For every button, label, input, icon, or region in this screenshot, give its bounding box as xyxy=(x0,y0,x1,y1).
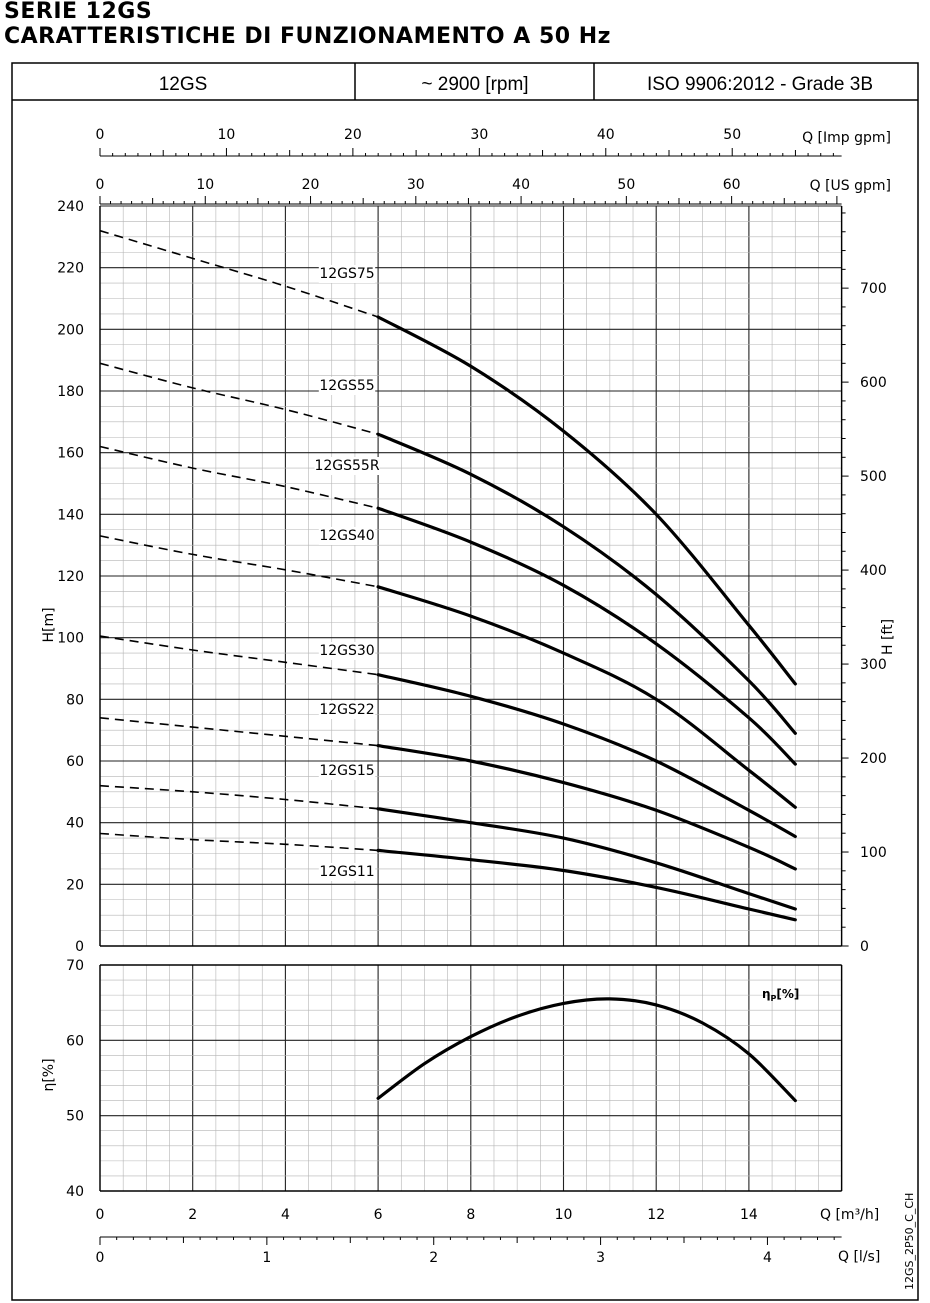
secondary-x-tick-label: 30 xyxy=(406,177,425,193)
secondary-x-tick-label: 50 xyxy=(723,127,742,143)
x-tick-label-ls: 2 xyxy=(429,1250,439,1266)
y-tick-label: 20 xyxy=(66,877,84,894)
header-speed: ~ 2900 [rpm] xyxy=(421,74,529,95)
curve-label-12gs15: 12GS15 xyxy=(319,763,375,779)
efficiency-panel-axes xyxy=(66,958,841,1266)
x-tick-label-ls: 1 xyxy=(262,1250,272,1266)
x-tick-label-ls: 3 xyxy=(596,1250,606,1266)
y-tick-label: 140 xyxy=(57,507,84,524)
y-tick-label-feet: 600 xyxy=(860,375,887,392)
y-tick-label: 80 xyxy=(66,692,84,709)
x-axis-label-imp-gpm: Q [Imp gpm] xyxy=(802,130,891,146)
outer-frame xyxy=(12,63,918,1300)
header-standard: ISO 9906:2012 - Grade 3B xyxy=(646,74,874,95)
y-tick-label: 160 xyxy=(57,445,84,462)
curve-label-12gs11: 12GS11 xyxy=(319,864,375,880)
curve-label-12gs55r: 12GS55R xyxy=(314,458,380,474)
eff-y-tick-label: 40 xyxy=(66,1184,84,1200)
y-tick-label: 240 xyxy=(57,199,84,215)
y-tick-label-feet: 300 xyxy=(860,657,887,674)
y-axis-label-efficiency: η[%] xyxy=(41,1058,57,1092)
curve-label-12gs40: 12GS40 xyxy=(319,528,375,544)
secondary-x-tick-label: 50 xyxy=(617,177,636,193)
x-tick-label-ls: 0 xyxy=(95,1250,105,1266)
secondary-x-tick-label: 40 xyxy=(512,177,530,193)
efficiency-panel-grid xyxy=(100,965,842,1191)
x-tick-label-m3h: 14 xyxy=(739,1207,758,1223)
y-tick-label-feet: 100 xyxy=(860,845,887,862)
y-tick-label-feet: 0 xyxy=(860,939,869,955)
secondary-x-tick-label: 40 xyxy=(596,127,615,143)
y-tick-label-feet: 500 xyxy=(860,469,887,486)
header-model: 12GS xyxy=(158,74,208,95)
x-axis-label-m3h: Q [m³/h] xyxy=(820,1207,880,1223)
x-tick-label-m3h: 10 xyxy=(554,1207,573,1223)
x-tick-label-m3h: 6 xyxy=(373,1207,383,1223)
x-tick-label-m3h: 12 xyxy=(647,1207,666,1223)
x-tick-label-m3h: 4 xyxy=(280,1207,290,1223)
y-tick-label-feet: 400 xyxy=(860,563,887,580)
curve-label-12gs55: 12GS55 xyxy=(319,378,375,394)
eff-y-tick-label: 60 xyxy=(66,1033,84,1050)
y-tick-label: 100 xyxy=(57,630,84,647)
secondary-x-tick-label: 0 xyxy=(95,177,105,193)
chart-title-line-1: SERIE 12GS xyxy=(4,0,153,24)
x-axis-label-us-gpm: Q [US gpm] xyxy=(809,178,891,194)
curve-label-12gs30: 12GS30 xyxy=(319,643,375,659)
secondary-x-tick-label: 20 xyxy=(301,177,320,193)
x-tick-label-ls: 4 xyxy=(762,1250,772,1266)
secondary-x-tick-label: 10 xyxy=(196,177,215,193)
y-tick-label: 120 xyxy=(57,569,84,585)
secondary-x-tick-label: 20 xyxy=(343,127,362,143)
curve-label-12gs22: 12GS22 xyxy=(319,702,375,718)
secondary-x-tick-label: 60 xyxy=(722,177,741,193)
y-tick-label: 40 xyxy=(66,815,84,832)
x-axis-label-ls: Q [l/s] xyxy=(838,1249,881,1265)
y-tick-label: 220 xyxy=(57,260,84,277)
secondary-x-tick-label: 10 xyxy=(217,127,236,143)
head-curve-labels xyxy=(314,265,379,881)
x-tick-label-m3h: 0 xyxy=(95,1207,105,1223)
eff-y-tick-label: 70 xyxy=(66,958,84,974)
secondary-x-tick-label: 30 xyxy=(470,127,489,143)
y-axis-label-feet: H [ft] xyxy=(880,618,896,656)
head-panel-grid xyxy=(100,206,842,946)
x-tick-label-m3h: 2 xyxy=(188,1207,198,1223)
y-tick-label-feet: 200 xyxy=(860,751,887,768)
chart-title-line-2: CARATTERISTICHE DI FUNZIONAMENTO A 50 Hz xyxy=(4,24,611,49)
secondary-x-tick-label: 0 xyxy=(95,127,105,143)
y-tick-label: 200 xyxy=(57,322,84,339)
x-tick-label-m3h: 8 xyxy=(466,1207,476,1223)
curve-label-12gs75: 12GS75 xyxy=(319,266,375,282)
efficiency-curve-label: $\eta_P[\%]$ xyxy=(762,987,800,1003)
y-tick-label: 60 xyxy=(66,754,84,770)
y-tick-label: 0 xyxy=(75,939,84,955)
y-tick-label: 180 xyxy=(57,384,84,400)
y-axis-label-head: H[m] xyxy=(41,607,57,643)
side-code: 12GS_2P50_C_CH xyxy=(903,1192,916,1290)
y-tick-label-feet: 700 xyxy=(860,281,887,298)
eff-y-tick-label: 50 xyxy=(66,1108,84,1125)
